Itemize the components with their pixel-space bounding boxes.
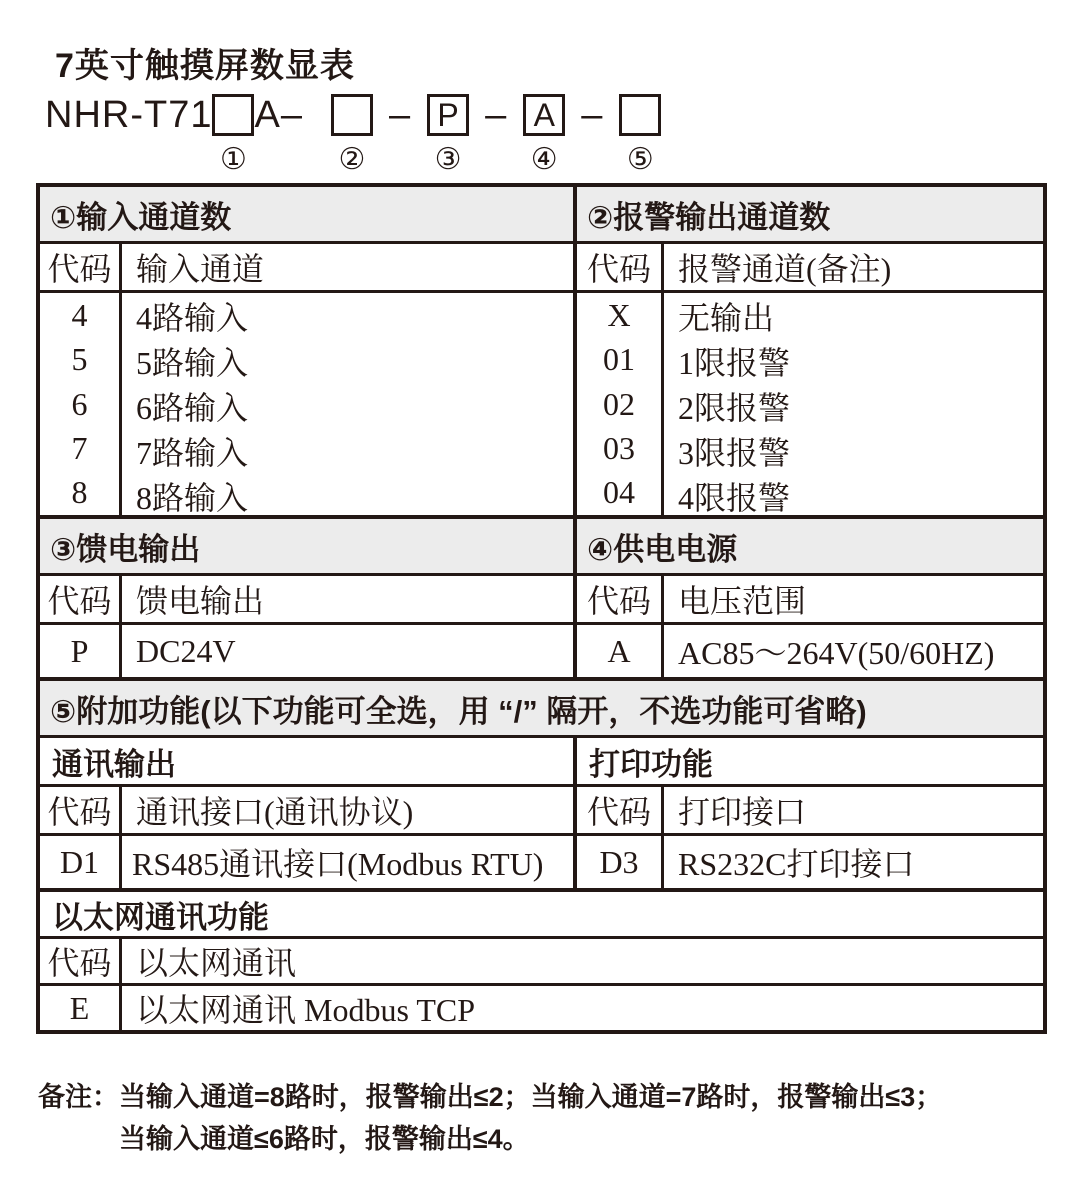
ethernet-code-header: 代码 (40, 939, 122, 983)
section-5-subheader-row (40, 735, 1043, 784)
model-marker-5: ⑤ (626, 142, 654, 177)
comm-desc-header: 通讯接口(通讯协议) (136, 794, 414, 830)
table-cell: 4路输入 (136, 299, 249, 336)
table-cell: 8 (71, 474, 88, 511)
table-cell: D1 (40, 836, 122, 888)
section-1-codes (40, 293, 119, 515)
ethernet-desc-header: 以太网通讯 (136, 945, 297, 981)
ordering-table (36, 183, 1047, 1034)
model-box-5-value (619, 94, 661, 136)
model-box-1-value (212, 94, 254, 136)
footnote-text (119, 1076, 1048, 1160)
model-box-5 (619, 94, 661, 177)
model-dash: – (485, 94, 508, 136)
model-marker-2: ② (338, 142, 366, 177)
table-cell: 5 (71, 341, 88, 378)
section-1-2-body-row (40, 290, 1043, 515)
section-3-desc-header: 馈电输出 (136, 583, 265, 619)
table-cell: P (40, 625, 122, 677)
table-cell: 04 (603, 474, 635, 511)
ethernet-header-row (40, 888, 1043, 936)
section-1-title: ①输入通道数 (40, 187, 573, 241)
model-box-1 (212, 94, 254, 177)
ethernet-columns-row (40, 936, 1043, 983)
model-suffix-a: A– (254, 94, 303, 136)
model-prefix: NHR-T71 (45, 94, 213, 136)
table-cell: A (577, 625, 664, 677)
footnote-line-1: 当输入通道=8路时，报警输出≤2；当输入通道=7路时，报警输出≤3； (119, 1082, 943, 1112)
table-cell: 3限报警 (678, 434, 791, 471)
table-cell: RS232C打印接口 (678, 846, 915, 882)
model-box-3 (427, 94, 469, 177)
table-cell: 6 (71, 385, 88, 422)
table-cell: 4 (71, 296, 88, 333)
model-box-3-value: P (427, 94, 469, 136)
model-marker-3: ③ (434, 142, 462, 177)
model-marker-4: ④ (530, 142, 558, 177)
section-2-title: ②报警输出通道数 (577, 187, 1043, 241)
table-cell: 6路输入 (136, 389, 249, 426)
section-1-2-header-row (40, 187, 1043, 241)
ethernet-value-row (40, 983, 1043, 1030)
comm-code-header: 代码 (40, 787, 122, 833)
print-function-title: 打印功能 (589, 746, 713, 782)
model-code (45, 92, 661, 178)
section-5-columns-row (40, 784, 1043, 833)
section-3-4-columns-row (40, 573, 1043, 622)
section-3-code-header: 代码 (40, 576, 122, 622)
table-cell: 1限报警 (678, 344, 791, 381)
table-cell: 7路输入 (136, 434, 249, 471)
table-cell: 无输出 (678, 299, 775, 336)
footnote (38, 1076, 1048, 1160)
model-box-4 (523, 94, 565, 177)
table-cell: 01 (603, 341, 635, 378)
table-cell: RS485通讯接口(Modbus RTU) (132, 846, 544, 882)
section-5-title: ⑤附加功能(以下功能可全选，用 “/” 隔开，不选功能可省略) (40, 681, 1043, 735)
table-cell: DC24V (136, 632, 236, 669)
section-3-title: ③馈电输出 (40, 519, 573, 573)
model-dash: – (581, 94, 604, 136)
comm-output-title: 通讯输出 (52, 746, 176, 782)
section-1-2-columns-row (40, 241, 1043, 290)
table-cell: X (607, 296, 631, 333)
footnote-line-2: 当输入通道≤6路时，报警输出≤4。 (119, 1124, 530, 1154)
section-3-4-value-row (40, 622, 1043, 677)
table-cell: 5路输入 (136, 344, 249, 381)
print-desc-header: 打印接口 (678, 794, 807, 830)
section-2-code-header: 代码 (577, 244, 664, 290)
table-cell: 4限报警 (678, 479, 791, 516)
section-2-descriptions (664, 293, 1043, 515)
section-1-descriptions (122, 293, 573, 515)
section-1-code-header: 代码 (40, 244, 122, 290)
section-2-desc-header: 报警通道(备注) (678, 251, 892, 287)
model-box-2 (331, 94, 373, 177)
table-cell: 02 (603, 385, 635, 422)
table-cell: 03 (603, 429, 635, 466)
table-cell: D3 (577, 836, 664, 888)
section-3-4-header-row (40, 515, 1043, 573)
model-marker-1: ① (220, 142, 247, 177)
ethernet-title: 以太网通讯功能 (52, 899, 269, 935)
model-box-2-value (331, 94, 373, 136)
section-5-value-row (40, 833, 1043, 888)
table-cell: E (40, 986, 122, 1030)
footnote-label: 备注： (38, 1082, 119, 1112)
section-2-codes (577, 293, 661, 515)
table-cell: 2限报警 (678, 389, 791, 426)
section-4-desc-header: 电压范围 (678, 583, 807, 619)
table-cell: AC85～264V(50/60HZ) (678, 635, 995, 671)
model-box-4-value: A (523, 94, 565, 136)
section-5-header-row (40, 677, 1043, 735)
print-code-header: 代码 (577, 787, 664, 833)
table-cell: 7 (71, 429, 88, 466)
section-1-desc-header: 输入通道 (136, 251, 265, 287)
table-cell: 以太网通讯 Modbus TCP (136, 992, 476, 1028)
section-4-code-header: 代码 (577, 576, 664, 622)
page-title: 7英寸触摸屏数显表 (55, 47, 355, 85)
table-cell: 8路输入 (136, 479, 249, 516)
section-4-title: ④供电电源 (577, 519, 1043, 573)
model-dash: – (388, 94, 412, 136)
